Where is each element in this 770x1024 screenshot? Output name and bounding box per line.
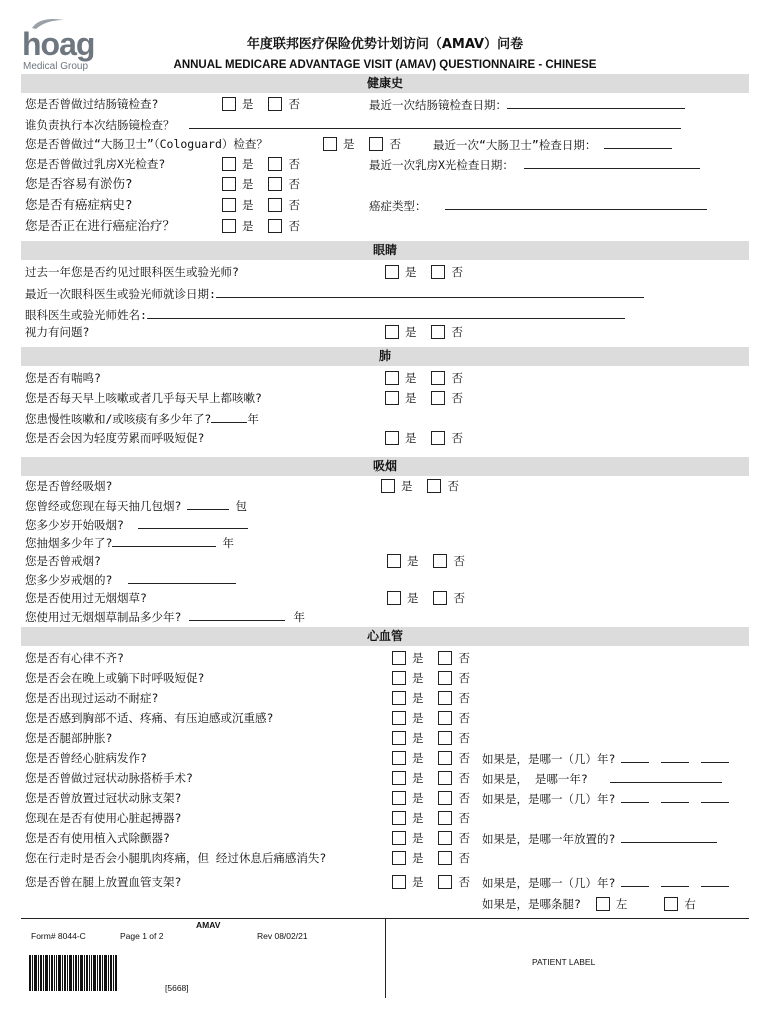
yes-label: 是 (343, 137, 355, 151)
footer-form-number: Form# 8044-C (31, 931, 86, 941)
checkbox-yes[interactable] (385, 325, 399, 339)
yes-no-group (385, 265, 463, 279)
leg-stent-years-field (482, 875, 729, 890)
checkbox-no[interactable] (438, 751, 452, 765)
date-input-line[interactable] (604, 137, 672, 149)
no-label: 否 (458, 651, 470, 665)
unit-label: 年 (293, 610, 305, 624)
number-input-line[interactable] (187, 498, 229, 510)
yes-label: 是 (242, 177, 254, 191)
year-input-line[interactable] (661, 751, 689, 763)
question-exercise-intolerance: 您是否出现过运动不耐症? (25, 691, 159, 705)
question-ever-smoked: 您是否曾经吸烟? (25, 479, 113, 493)
cologuard-date-field (433, 137, 672, 152)
text-input-line[interactable] (147, 307, 625, 319)
checkbox-no[interactable] (268, 157, 282, 171)
checkbox-no[interactable] (268, 198, 282, 212)
no-label: 否 (458, 875, 470, 889)
field-label: 最近一次“大肠卫士”检查日期： (433, 138, 597, 152)
checkbox-yes[interactable] (323, 137, 337, 151)
yes-label: 是 (412, 751, 424, 765)
field-label: 如果是，是哪条腿? (482, 897, 581, 911)
question-cancer-history: 您是否有癌症病史? (25, 197, 133, 212)
no-label: 否 (447, 479, 459, 493)
yes-no-group (392, 875, 470, 889)
year-input-line[interactable] (701, 751, 729, 763)
checkbox-right-leg[interactable] (664, 897, 678, 911)
checkbox-no[interactable] (431, 325, 445, 339)
unit-label: 年 (222, 536, 234, 550)
no-label: 否 (288, 219, 300, 233)
checkbox-no[interactable] (369, 137, 383, 151)
yes-no-group (392, 671, 470, 685)
question-bruising: 您是否容易有淤伤? (25, 176, 133, 191)
yes-no-group (387, 554, 465, 568)
field-label: 如果是，是哪一年放置的? (482, 832, 616, 846)
no-label: 否 (458, 731, 470, 745)
question-age-quit (25, 572, 236, 587)
no-label: 否 (458, 711, 470, 725)
date-input-line[interactable] (507, 97, 685, 109)
checkbox-yes[interactable] (392, 875, 406, 889)
year-input-line[interactable] (621, 751, 649, 763)
no-label: 否 (453, 554, 465, 568)
checkbox-no[interactable] (431, 431, 445, 445)
question-morning-cough: 您是否每天早上咳嗽或者几乎每天早上都咳嗽? (25, 391, 262, 405)
checkbox-no[interactable] (431, 371, 445, 385)
yes-no-group (392, 731, 470, 745)
checkbox-yes[interactable] (385, 391, 399, 405)
yes-label: 是 (412, 651, 424, 665)
colonoscopy-date-field (369, 97, 685, 112)
no-label: 否 (458, 771, 470, 785)
question-defibrillator: 您是否有使用植入式除颤器? (25, 831, 170, 845)
question-text: 最近一次眼科医生或验光师就诊日期: (25, 287, 216, 301)
date-input-line[interactable] (216, 286, 644, 298)
checkbox-no[interactable] (438, 691, 452, 705)
text-input-line[interactable] (445, 198, 707, 210)
section-heading: 健康史 (21, 74, 749, 93)
question-pacemaker: 您现在是否有使用心脏起搏器? (25, 811, 182, 825)
question-smokeless-years (25, 609, 305, 624)
unit-label: 包 (235, 499, 247, 513)
question-eye-doctor-visit: 过去一年您是否约见过眼科医生或验光师? (25, 265, 239, 279)
question-text: 您多少岁戒烟的? (25, 573, 113, 587)
question-claudication: 您在行走时是否会小腿肌肉疼痛，但 经过休息后痛感消失? (25, 851, 327, 865)
number-input-line[interactable] (211, 411, 247, 423)
yes-label: 是 (412, 691, 424, 705)
left-label: 左 (615, 897, 628, 911)
checkbox-no[interactable] (433, 554, 447, 568)
unit-label: 年 (247, 412, 259, 426)
yes-no-group (392, 771, 470, 785)
checkbox-no[interactable] (427, 479, 441, 493)
yes-no-group (385, 391, 463, 405)
question-heart-attack: 您是否曾经心脏病发作? (25, 751, 147, 765)
barcode-image (29, 955, 117, 991)
eyes-section (21, 241, 749, 345)
checkbox-no[interactable] (438, 811, 452, 825)
no-label: 否 (458, 671, 470, 685)
checkbox-no[interactable] (438, 875, 452, 889)
question-text: 谁负责执行本次结肠镜检查？ (25, 118, 175, 132)
no-label: 否 (458, 791, 470, 805)
yes-label: 是 (405, 371, 417, 385)
smoking-section (21, 457, 749, 623)
defibrillator-year-field (482, 831, 717, 846)
checkbox-yes[interactable] (381, 479, 395, 493)
checkbox-yes[interactable] (222, 157, 236, 171)
yes-label: 是 (242, 97, 254, 111)
field-label: 如果是，是哪一（几）年? (482, 752, 616, 766)
checkbox-no[interactable] (431, 391, 445, 405)
no-label: 否 (451, 391, 463, 405)
question-eye-visit-date (25, 286, 644, 301)
cardiovascular-section (21, 627, 749, 917)
checkbox-no[interactable] (433, 591, 447, 605)
checkbox-left-leg[interactable] (596, 897, 610, 911)
yes-label: 是 (405, 265, 417, 279)
checkbox-yes[interactable] (392, 671, 406, 685)
checkbox-yes[interactable] (222, 219, 236, 233)
question-wheezing: 您是否有喘鸣? (25, 371, 101, 385)
cabg-year-field (482, 771, 722, 786)
checkbox-no[interactable] (438, 651, 452, 665)
checkbox-no[interactable] (438, 771, 452, 785)
section-heading: 肺 (21, 347, 749, 366)
field-label: 最近一次结肠镜检查日期： (369, 98, 507, 112)
yes-no-group (222, 198, 300, 212)
question-cabg: 您是否曾做过冠状动脉搭桥手术? (25, 771, 193, 785)
question-eye-doctor-name (25, 307, 625, 322)
yes-label: 是 (412, 811, 424, 825)
checkbox-yes[interactable] (392, 771, 406, 785)
question-text: 您抽烟多少年了? (25, 536, 113, 550)
which-leg-field (482, 897, 696, 911)
year-input-line[interactable] (621, 791, 649, 803)
stent-years-field (482, 791, 729, 806)
checkbox-yes[interactable] (392, 691, 406, 705)
year-input-line[interactable] (701, 875, 729, 887)
yes-label: 是 (412, 851, 424, 865)
checkbox-no[interactable] (438, 831, 452, 845)
yes-label: 是 (407, 591, 419, 605)
checkbox-yes[interactable] (392, 751, 406, 765)
question-shortness-of-breath: 您是否会因为轻度劳累而呼吸短促? (25, 431, 205, 445)
section-heading: 眼睛 (21, 241, 749, 260)
no-label: 否 (288, 157, 300, 171)
checkbox-yes[interactable] (392, 791, 406, 805)
question-age-started (25, 517, 248, 532)
yes-label: 是 (412, 671, 424, 685)
no-label: 否 (458, 751, 470, 765)
question-years-smoking (25, 535, 234, 550)
yes-label: 是 (242, 157, 254, 171)
yes-no-group (385, 325, 463, 339)
year-input-line[interactable] (661, 791, 689, 803)
checkbox-yes[interactable] (222, 198, 236, 212)
checkbox-no[interactable] (268, 97, 282, 111)
footer-amav: AMAV (196, 920, 221, 930)
page-title-english: ANNUAL MEDICARE ADVANTAGE VISIT (AMAV) QUESTIONNAIRE - CHINESE (173, 59, 597, 71)
checkbox-yes[interactable] (392, 651, 406, 665)
question-smokeless-tobacco: 您是否使用过无烟烟草? (25, 591, 147, 605)
field-label: 如果是， 是哪一年? (482, 772, 588, 786)
no-label: 否 (458, 831, 470, 845)
yes-no-group (222, 97, 300, 111)
question-chest-discomfort: 您是否感到胸部不适、疼痛、有压迫感或沉重感? (25, 711, 274, 725)
field-label: 如果是，是哪一（几）年? (482, 792, 616, 806)
yes-label: 是 (412, 875, 424, 889)
checkbox-yes[interactable] (392, 731, 406, 745)
field-label: 如果是，是哪一（几）年? (482, 876, 616, 890)
question-text: 您多少岁开始吸烟? (25, 518, 124, 532)
question-vision-problems: 视力有问题? (25, 325, 90, 339)
yes-no-group (222, 219, 300, 233)
yes-label: 是 (412, 711, 424, 725)
no-label: 否 (389, 137, 401, 151)
checkbox-yes[interactable] (385, 371, 399, 385)
yes-no-group (392, 751, 470, 765)
year-input-line[interactable] (610, 771, 722, 783)
number-input-line[interactable] (112, 535, 216, 547)
question-cancer-treatment: 您是否正在进行癌症治疗？ (25, 218, 176, 233)
checkbox-no[interactable] (438, 851, 452, 865)
checkbox-no[interactable] (438, 671, 452, 685)
no-label: 否 (458, 691, 470, 705)
checkbox-no[interactable] (268, 177, 282, 191)
text-input-line[interactable] (189, 117, 681, 129)
yes-no-group (222, 177, 300, 191)
yes-label: 是 (412, 731, 424, 745)
yes-label: 是 (401, 479, 413, 493)
question-text: 您曾经或您现在每天抽几包烟? (25, 499, 182, 513)
no-label: 否 (451, 371, 463, 385)
checkbox-no[interactable] (268, 219, 282, 233)
year-input-line[interactable] (701, 791, 729, 803)
yes-no-group (323, 137, 401, 151)
number-input-line[interactable] (128, 572, 236, 584)
question-packs-per-day (25, 498, 247, 513)
number-input-line[interactable] (138, 517, 248, 529)
question-mammogram: 您是否曾做过乳房X光检查? (25, 157, 166, 171)
yes-no-group (387, 591, 465, 605)
section-heading: 心血管 (21, 627, 749, 646)
yes-label: 是 (242, 198, 254, 212)
yes-no-group (392, 831, 470, 845)
checkbox-yes[interactable] (222, 177, 236, 191)
checkbox-yes[interactable] (385, 265, 399, 279)
question-chronic-cough-years (25, 411, 259, 426)
footer-form-code: [5668] (165, 983, 189, 993)
yes-label: 是 (412, 791, 424, 805)
question-leg-swelling: 您是否腿部肿胀? (25, 731, 113, 745)
yes-no-group (222, 157, 300, 171)
no-label: 否 (451, 431, 463, 445)
lungs-section (21, 347, 749, 451)
logo-wordmark: hoag (22, 26, 95, 62)
no-label: 否 (453, 591, 465, 605)
field-label: 癌症类型： (369, 199, 427, 213)
question-text: 眼科医生或验光师姓名: (25, 308, 147, 322)
question-text: 您患慢性咳嗽和/或咳痰有多少年了? (25, 412, 212, 426)
yes-no-group (385, 371, 463, 385)
yes-no-group (392, 691, 470, 705)
footer-page-number: Page 1 of 2 (120, 931, 164, 941)
checkbox-yes[interactable] (392, 831, 406, 845)
yes-no-group (392, 851, 470, 865)
no-label: 否 (458, 851, 470, 865)
checkbox-no[interactable] (438, 731, 452, 745)
yes-label: 是 (242, 219, 254, 233)
field-label: 最近一次乳房X光检查日期： (369, 158, 514, 172)
number-input-line[interactable] (189, 609, 285, 621)
yes-label: 是 (405, 325, 417, 339)
no-label: 否 (458, 811, 470, 825)
yes-no-group (381, 479, 459, 493)
checkbox-yes[interactable] (222, 97, 236, 111)
question-text: 您使用过无烟烟草制品多少年? (25, 610, 182, 624)
logo-subtitle: Medical Group (23, 61, 89, 72)
question-nocturnal-dyspnea: 您是否会在晚上或躺下时呼吸短促? (25, 671, 205, 685)
checkbox-yes[interactable] (387, 554, 401, 568)
footer-revision: Rev 08/02/21 (257, 931, 308, 941)
question-coronary-stent: 您是否曾放置过冠状动脉支架? (25, 791, 182, 805)
date-input-line[interactable] (524, 157, 700, 169)
checkbox-yes[interactable] (392, 711, 406, 725)
year-input-line[interactable] (661, 875, 689, 887)
checkbox-yes[interactable] (392, 811, 406, 825)
checkbox-yes[interactable] (387, 591, 401, 605)
yes-no-group (392, 711, 470, 725)
section-heading: 吸烟 (21, 457, 749, 476)
yes-no-group (392, 811, 470, 825)
yes-label: 是 (405, 391, 417, 405)
question-quit-smoking: 您是否曾戒烟? (25, 554, 101, 568)
question-leg-stent: 您是否曾在腿上放置血管支架? (25, 875, 182, 889)
question-cologuard: 您是否曾做过“大肠卫士”（Cologuard）检查？ (25, 137, 268, 151)
no-label: 否 (288, 97, 300, 111)
patient-label-area: PATIENT LABEL (532, 957, 596, 967)
checkbox-no[interactable] (438, 711, 452, 725)
question-colonoscopy: 您是否曾做过结肠镜检查? (25, 97, 159, 111)
checkbox-no[interactable] (438, 791, 452, 805)
yes-no-group (392, 651, 470, 665)
no-label: 否 (451, 325, 463, 339)
yes-label: 是 (412, 831, 424, 845)
yes-label: 是 (412, 771, 424, 785)
cancer-type-field (369, 198, 707, 213)
checkbox-yes[interactable] (385, 431, 399, 445)
year-input-line[interactable] (621, 831, 717, 843)
yes-label: 是 (405, 431, 417, 445)
no-label: 否 (451, 265, 463, 279)
health-history-section (21, 74, 749, 236)
no-label: 否 (288, 177, 300, 191)
year-input-line[interactable] (621, 875, 649, 887)
question-arrhythmia: 您是否有心律不齐? (25, 651, 124, 665)
page-title-chinese: 年度联邦医疗保险优势计划访问（AMAV）问卷 (246, 37, 524, 52)
mammogram-date-field (369, 157, 700, 172)
heart-attack-years-field (482, 751, 729, 766)
yes-no-group (385, 431, 463, 445)
yes-label: 是 (407, 554, 419, 568)
no-label: 否 (288, 198, 300, 212)
checkbox-no[interactable] (431, 265, 445, 279)
checkbox-yes[interactable] (392, 851, 406, 865)
footer-vertical-divider (385, 918, 386, 998)
question-colonoscopy-performer (25, 117, 681, 132)
right-label: 右 (684, 897, 696, 911)
yes-no-group (392, 791, 470, 805)
